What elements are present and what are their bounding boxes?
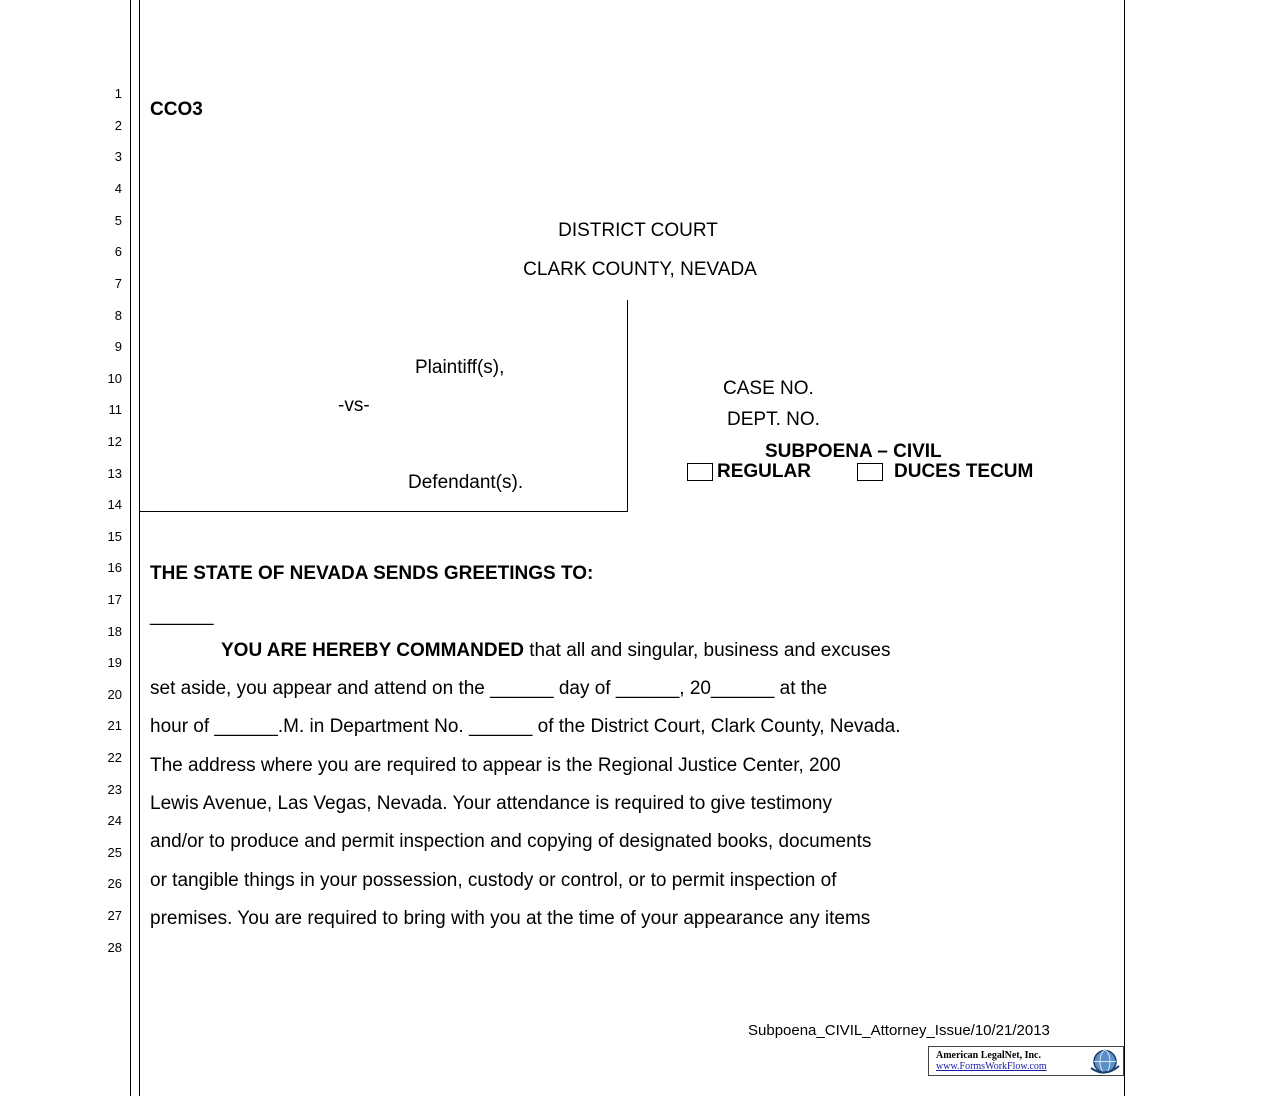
duces-tecum-label: DUCES TECUM bbox=[894, 461, 1034, 482]
line-number: 12 bbox=[107, 434, 122, 449]
body-line-3: hour of ______.M. in Department No. ______ of the District Court, Clark County, Nevada. bbox=[150, 716, 901, 737]
line-number: 28 bbox=[107, 940, 122, 955]
globe-icon bbox=[1087, 1048, 1121, 1075]
body-line-8: premises. You are required to bring with you at the time of your appearance any items bbox=[150, 908, 871, 929]
body-line-4: The address where you are required to appear is the Regional Justice Center, 200 bbox=[150, 755, 841, 776]
line-number: 4 bbox=[114, 181, 122, 196]
versus-label: -vs- bbox=[338, 395, 370, 416]
form-id-footer: Subpoena_CIVIL_Attorney_Issue/10/21/2013 bbox=[748, 1022, 1050, 1039]
court-name: DISTRICT COURT bbox=[558, 220, 718, 241]
duces-tecum-checkbox[interactable] bbox=[857, 463, 883, 481]
form-code: CCO3 bbox=[150, 99, 203, 120]
body-line-5: Lewis Avenue, Las Vegas, Nevada. Your attendance is required to give testimony bbox=[150, 793, 832, 814]
regular-checkbox[interactable] bbox=[687, 463, 713, 481]
line-number: 22 bbox=[107, 750, 122, 765]
body-line-2: set aside, you appear and attend on the ______ day of ______, 20______ at the bbox=[150, 678, 828, 699]
line-number: 8 bbox=[114, 308, 122, 323]
line-number: 1 bbox=[114, 86, 122, 101]
line-number: 25 bbox=[107, 845, 122, 860]
line-number: 9 bbox=[114, 339, 122, 354]
line-number: 26 bbox=[107, 876, 122, 891]
caption-horizontal-rule bbox=[140, 511, 628, 512]
dept-no-label: DEPT. NO. bbox=[727, 409, 820, 430]
regular-label: REGULAR bbox=[717, 461, 811, 482]
command-phrase: YOU ARE HEREBY COMMANDED bbox=[221, 640, 524, 661]
subpoena-title: SUBPOENA – CIVIL bbox=[765, 441, 942, 462]
left-margin-rule-outer bbox=[130, 0, 131, 1096]
case-no-label: CASE NO. bbox=[723, 378, 814, 399]
court-county: CLARK COUNTY, NEVADA bbox=[523, 259, 757, 280]
line-number: 19 bbox=[107, 655, 122, 670]
line-number: 15 bbox=[107, 529, 122, 544]
line-number: 14 bbox=[107, 497, 122, 512]
defendant-label: Defendant(s). bbox=[408, 472, 524, 493]
line-number: 21 bbox=[107, 718, 122, 733]
line-number: 16 bbox=[107, 560, 122, 575]
logo-company-name: American LegalNet, Inc. bbox=[936, 1050, 1041, 1061]
plaintiff-label: Plaintiff(s), bbox=[415, 357, 505, 378]
right-margin-rule bbox=[1124, 0, 1125, 1096]
body-line-1-rest: that all and singular, business and excuses bbox=[523, 640, 891, 661]
line-number: 18 bbox=[107, 624, 122, 639]
line-number: 11 bbox=[108, 402, 122, 417]
left-margin-rule-inner bbox=[139, 0, 140, 1096]
logo-website-link[interactable]: www.FormsWorkFlow.com bbox=[936, 1061, 1047, 1072]
line-number: 24 bbox=[107, 813, 122, 828]
body-line-1 bbox=[221, 640, 891, 662]
line-number: 7 bbox=[114, 276, 122, 291]
line-number: 20 bbox=[107, 687, 122, 702]
caption-vertical-rule bbox=[627, 300, 628, 512]
body-line-6: and/or to produce and permit inspection and copying of designated books, documents bbox=[150, 831, 872, 852]
line-number: 10 bbox=[107, 371, 122, 386]
line-number: 13 bbox=[107, 466, 122, 481]
line-number: 17 bbox=[107, 592, 122, 607]
line-number: 2 bbox=[114, 118, 122, 133]
body-line-7: or tangible things in your possession, custody or control, or to permit inspection of bbox=[150, 870, 837, 891]
line-number: 23 bbox=[107, 782, 122, 797]
line-number: 5 bbox=[114, 213, 122, 228]
line-number: 3 bbox=[114, 149, 122, 164]
line-number: 6 bbox=[114, 244, 122, 259]
line-number: 27 bbox=[107, 908, 122, 923]
greeting-heading: THE STATE OF NEVADA SENDS GREETINGS TO: bbox=[150, 563, 594, 584]
recipient-blank[interactable]: ______ bbox=[150, 605, 214, 626]
american-legalnet-logo[interactable] bbox=[928, 1046, 1124, 1076]
